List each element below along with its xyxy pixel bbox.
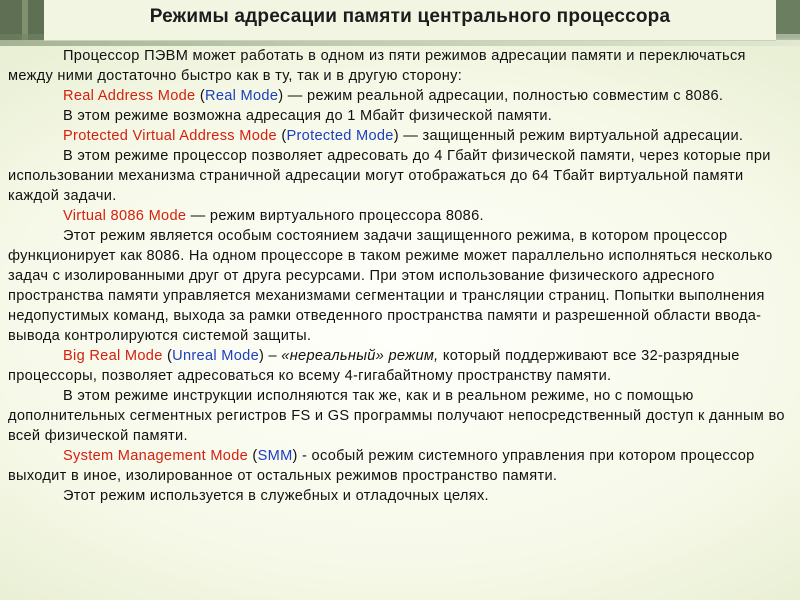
slide-title: Режимы адресации памяти центрального процессора xyxy=(149,6,671,27)
title-box xyxy=(44,0,776,41)
protected-mode-alias: Protected Mode xyxy=(286,128,394,144)
real-mode-paragraph: Real Address Mode (Real Mode) — режим реальной адресации, полностью совместим с 8086. xyxy=(63,88,724,104)
protected-mode-paragraph: Protected Virtual Address Mode (Protected Mode) — защищенный режим виртуальной адресации. xyxy=(63,128,744,144)
slide-body xyxy=(8,46,794,506)
big-real-mode-name: Big Real Mode xyxy=(63,348,163,364)
v8086-mode-detail: Этот режим является особым состоянием задачи защищенного режима, в котором процессор функционирует как 8086. На одном процессоре в таком режиме может параллельно исполняться несколько задач с изолированными друг от друга ресурсами. При этом использование физического адресного пространства памяти управляется механизмами сегментации и трансляции страниц. Попытки выполнения недопустимых команд, выхода за рамки отведенного пространства памяти и разрешенной области ввода-вывода контролируются системой защиты. xyxy=(8,228,773,344)
real-mode-detail: В этом режиме возможна адресация до 1 Мбайт физической памяти. xyxy=(63,108,553,124)
v8086-mode-name: Virtual 8086 Mode xyxy=(63,208,187,224)
protected-mode-detail: В этом режиме процессор позволяет адресовать до 4 Гбайт физической памяти, через которые при использовании механизма страничной адресации могут отображаться до 64 Тбайт виртуальной памяти каждой задачи. xyxy=(8,148,771,204)
big-real-mode-nickname: – «нереальный» режим, xyxy=(264,348,439,364)
smm-detail: Этот режим используется в служебных и отладочных целях. xyxy=(63,488,489,504)
big-real-mode-paragraph: Big Real Mode (Unreal Mode) – «нереальный» режим, который поддерживают все 32-разрядные процессоры, позволяет адресоваться ко всему 4-гигабайтному пространству памяти. xyxy=(8,348,740,384)
real-mode-alias: Real Mode xyxy=(204,88,279,104)
protected-mode-name: Protected Virtual Address Mode xyxy=(63,128,277,144)
real-mode-name: Real Address Mode xyxy=(63,88,196,104)
smm-name: System Management Mode xyxy=(63,448,249,464)
big-real-mode-alias: Unreal Mode xyxy=(172,348,259,364)
smm-alias: SMM xyxy=(257,448,293,464)
v8086-mode-paragraph: Virtual 8086 Mode — режим виртуального процессора 8086. xyxy=(63,208,484,224)
big-real-mode-detail: В этом режиме инструкции исполняются так же, как и в реальном режиме, но с помощью дополнительных сегментных регистров FS и GS программы получают непосредственный доступ к данным во всей физической памяти. xyxy=(8,388,785,444)
smm-paragraph: System Management Mode (SMM) - особый режим системного управления при котором процессор выходит в иное, изолированное от остальных режимов пространство памяти. xyxy=(8,448,755,484)
intro-paragraph: Процессор ПЭВМ может работать в одном из пяти режимов адресации памяти и переключаться между ними достаточно быстро как в ту, так и в другую сторону: xyxy=(8,48,746,84)
